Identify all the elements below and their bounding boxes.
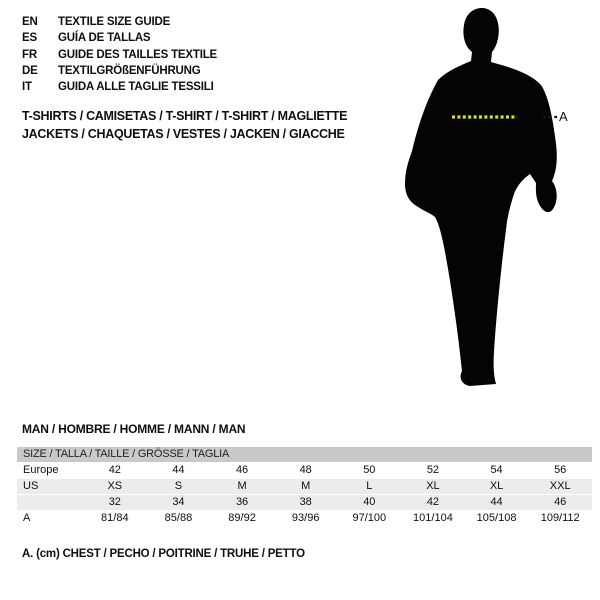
language-code: IT (22, 81, 32, 94)
language-code: ES (22, 32, 37, 45)
row-label: Europe (23, 464, 59, 476)
table-cell: L (366, 480, 373, 492)
table-cell: 36 (235, 496, 249, 508)
category-tshirts: T-SHIRTS / CAMISETAS / T-SHIRT / T-SHIRT / MAGLIETTE (22, 109, 348, 123)
table-row-a-chest (17, 511, 592, 526)
table-cell: 42 (108, 464, 121, 476)
language-row-es (22, 30, 217, 46)
size-table-header: SIZE / TALLA / TAILLE / GRÖSSE / TAGLIA (17, 447, 592, 462)
table-cell: 46 (554, 496, 567, 508)
row-label: US (23, 480, 39, 492)
table-cell: 46 (235, 464, 249, 476)
table-cell: 89/92 (228, 512, 256, 524)
table-cell: 38 (299, 496, 312, 508)
table-cell: XL (426, 480, 440, 492)
table-cell: 44 (490, 496, 503, 508)
table-cell: M (301, 480, 311, 492)
table-cell: 32 (108, 496, 121, 508)
language-code: EN (22, 16, 38, 28)
size-table (17, 447, 592, 526)
man-silhouette-icon (395, 0, 580, 400)
table-cell: XL (489, 480, 504, 492)
table-cell: 48 (299, 464, 312, 476)
table-cell: 44 (172, 464, 185, 476)
table-cell: 97/100 (352, 512, 387, 524)
table-cell: 85/88 (164, 512, 193, 524)
language-label: GUIDE DES TAILLES TEXTILE (58, 48, 217, 61)
table-cell: 50 (363, 464, 376, 476)
language-label: TEXTILGRÖßENFÜHRUNG (58, 64, 201, 77)
language-label: GUÍA DE TALLAS (58, 32, 151, 45)
language-list (22, 14, 217, 95)
table-cell: 54 (490, 464, 503, 476)
table-cell: 42 (426, 496, 440, 508)
table-cell: S (174, 480, 183, 492)
table-cell: 93/96 (291, 512, 320, 524)
table-row-unlabeled (17, 495, 592, 510)
table-cell: 81/84 (101, 512, 129, 524)
table-cell: 52 (426, 464, 440, 476)
table-cell: 56 (554, 464, 567, 476)
table-cell: XXL (549, 480, 571, 492)
language-code: DE (22, 64, 38, 77)
table-cell: XS (107, 480, 123, 492)
language-code: FR (22, 48, 37, 61)
table-cell: M (237, 480, 247, 492)
table-row-us (17, 479, 592, 494)
table-cell: 105/108 (476, 512, 517, 524)
category-jackets: JACKETS / CHAQUETAS / VESTES / JACKEN / GIACCHE (22, 127, 345, 141)
row-label: A (23, 512, 31, 524)
category-lines (22, 107, 347, 143)
table-row-europe (17, 463, 592, 478)
language-row-fr (22, 47, 217, 63)
section-title-man: MAN / HOMBRE / HOMME / MANN / MAN (22, 422, 246, 436)
measurement-a-label: A (559, 109, 568, 124)
footnote-measurement-key: A. (cm) CHEST / PECHO / POITRINE / TRUHE / PETTO (22, 548, 305, 560)
table-cell: 34 (172, 496, 185, 508)
language-row-de (22, 63, 217, 79)
row-label (17, 495, 83, 510)
table-cell: 101/104 (413, 512, 453, 524)
man-silhouette-figure (395, 0, 580, 400)
language-label: GUIDA ALLE TAGLIE TESSILI (58, 81, 214, 94)
table-cell: 109/112 (540, 512, 580, 524)
language-row-en (22, 14, 217, 30)
language-row-it (22, 79, 217, 95)
language-label: TEXTILE SIZE GUIDE (58, 16, 171, 28)
table-cell: 40 (363, 496, 376, 508)
